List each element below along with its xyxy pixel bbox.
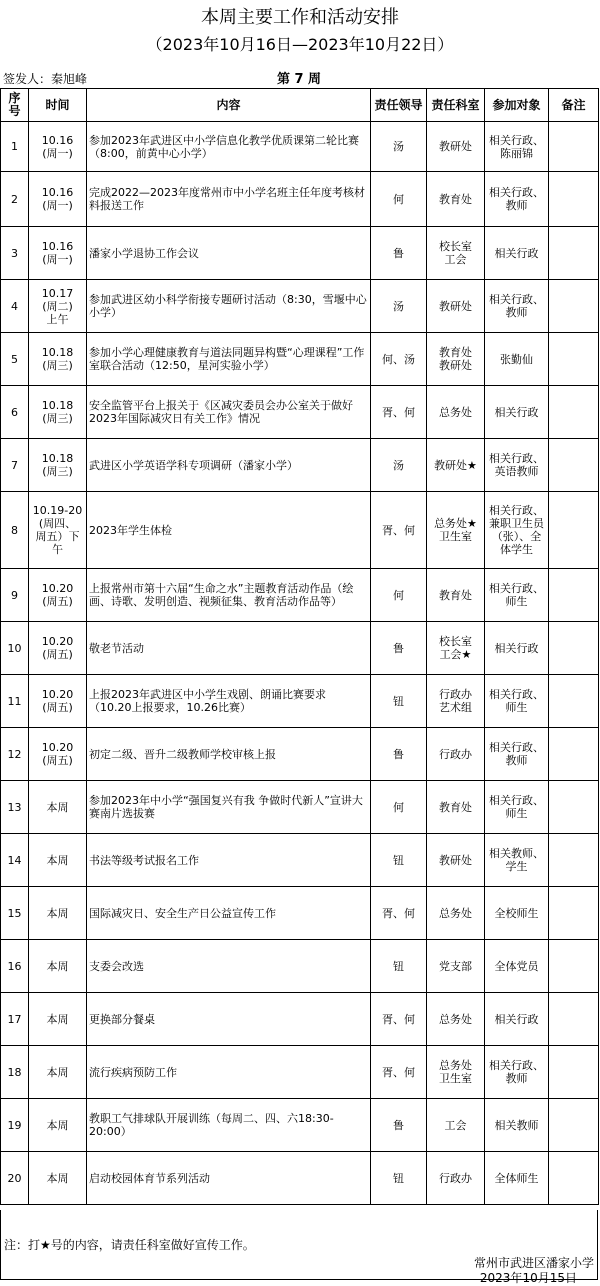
page-title: 本周主要工作和活动安排 xyxy=(201,7,399,28)
row-remark xyxy=(549,386,599,439)
row-time: 本周 xyxy=(29,781,87,834)
row-participants: 相关行政、教师 xyxy=(485,280,549,333)
col-header-remark: 备注 xyxy=(549,89,599,122)
table-row xyxy=(1,728,599,781)
row-leader: 钮 xyxy=(371,940,427,993)
row-dept: 校长室 工会 xyxy=(427,227,485,280)
row-participants: 相关行政、教师 xyxy=(485,172,549,227)
table-row xyxy=(1,781,599,834)
row-dept: 行政办 艺术组 xyxy=(427,675,485,728)
row-leader: 胥、何 xyxy=(371,1046,427,1099)
row-number: 8 xyxy=(1,492,29,569)
row-leader: 胥、何 xyxy=(371,993,427,1046)
row-time: 10.20 (周五) xyxy=(29,728,87,781)
row-participants: 全体师生 xyxy=(485,1152,549,1205)
row-time: 10.16 (周一) xyxy=(29,172,87,227)
row-leader: 汤 xyxy=(371,122,427,172)
row-participants: 相关教师 xyxy=(485,1099,549,1152)
table-row xyxy=(1,439,599,492)
table-row xyxy=(1,622,599,675)
row-leader: 何、汤 xyxy=(371,333,427,386)
table-row xyxy=(1,227,599,280)
row-leader: 鲁 xyxy=(371,622,427,675)
row-time: 10.20 (周五) xyxy=(29,569,87,622)
table-row xyxy=(1,993,599,1046)
row-number: 2 xyxy=(1,172,29,227)
row-time: 10.16 (周一) xyxy=(29,227,87,280)
row-number: 19 xyxy=(1,1099,29,1152)
row-number: 15 xyxy=(1,887,29,940)
table-row xyxy=(1,675,599,728)
row-participants: 相关行政、师生 xyxy=(485,781,549,834)
row-number: 14 xyxy=(1,834,29,887)
row-content: 启动校园体育节系列活动 xyxy=(87,1152,371,1205)
row-participants: 张勤仙 xyxy=(485,333,549,386)
issue-date: 2023年10月15日 xyxy=(479,1271,577,1285)
footer xyxy=(0,1210,598,1285)
row-number: 6 xyxy=(1,386,29,439)
row-number: 18 xyxy=(1,1046,29,1099)
row-remark xyxy=(549,569,599,622)
table-row xyxy=(1,122,599,172)
row-remark xyxy=(549,280,599,333)
row-content: 参加小学心理健康教育与道法同题异构暨“心理课程”工作室联合活动（12:50，星河实验小学） xyxy=(87,333,371,386)
row-participants: 相关行政、英语教师 xyxy=(485,439,549,492)
row-dept: 校长室 工会★ xyxy=(427,622,485,675)
footer-note: 注：打★号的内容，请责任科室做好宣传工作。 xyxy=(4,1238,255,1252)
row-content: 更换部分餐桌 xyxy=(87,993,371,1046)
row-remark xyxy=(549,781,599,834)
row-leader: 钮 xyxy=(371,675,427,728)
row-remark xyxy=(549,439,599,492)
col-header-participants: 参加对象 xyxy=(485,89,549,122)
row-participants: 相关行政 xyxy=(485,993,549,1046)
row-time: 10.19-20 (周四、 周五）下 午 xyxy=(29,492,87,569)
row-time: 本周 xyxy=(29,834,87,887)
row-remark xyxy=(549,622,599,675)
row-time: 10.20 (周五) xyxy=(29,622,87,675)
row-content: 敬老节活动 xyxy=(87,622,371,675)
row-content: 2023年学生体检 xyxy=(87,492,371,569)
row-number: 20 xyxy=(1,1152,29,1205)
week-number: 第 7 周 xyxy=(276,72,322,87)
row-leader: 钮 xyxy=(371,834,427,887)
row-content: 书法等级考试报名工作 xyxy=(87,834,371,887)
row-leader: 汤 xyxy=(371,280,427,333)
row-number: 17 xyxy=(1,993,29,1046)
table-row xyxy=(1,569,599,622)
row-time: 10.18 (周三) xyxy=(29,333,87,386)
row-remark xyxy=(549,887,599,940)
row-content: 参加2023年武进区中小学信息化教学优质课第二轮比赛（8:00，前黄中心小学） xyxy=(87,122,371,172)
row-participants: 相关行政、兼职卫生员（张）、全体学生 xyxy=(485,492,549,569)
table-row xyxy=(1,333,599,386)
row-leader: 鲁 xyxy=(371,728,427,781)
table-row xyxy=(1,1152,599,1205)
table-row xyxy=(1,1046,599,1099)
row-leader: 钮 xyxy=(371,1152,427,1205)
row-participants: 相关行政、教师 xyxy=(485,1046,549,1099)
row-dept: 总务处 卫生室 xyxy=(427,1046,485,1099)
row-remark xyxy=(549,227,599,280)
row-dept: 教研处 xyxy=(427,122,485,172)
col-header-dept: 责任科室 xyxy=(427,89,485,122)
row-dept: 教育处 教研处 xyxy=(427,333,485,386)
col-header-content: 内容 xyxy=(87,89,371,122)
row-time: 10.20 (周五) xyxy=(29,675,87,728)
row-number: 1 xyxy=(1,122,29,172)
row-content: 潘家小学退协工作会议 xyxy=(87,227,371,280)
row-content: 初定二级、晋升二级教师学校审核上报 xyxy=(87,728,371,781)
row-time: 本周 xyxy=(29,1152,87,1205)
row-remark xyxy=(549,122,599,172)
row-content: 参加2023年中小学“强国复兴有我 争做时代新人”宣讲大赛南片选拔赛 xyxy=(87,781,371,834)
row-participants: 相关行政 xyxy=(485,386,549,439)
col-header-no: 序号 xyxy=(1,89,29,122)
table-row xyxy=(1,1099,599,1152)
row-dept: 教研处 xyxy=(427,834,485,887)
row-content: 完成2022—2023年度常州市中小学名班主任年度考核材料报送工作 xyxy=(87,172,371,227)
row-time: 10.18 (周三) xyxy=(29,439,87,492)
row-remark xyxy=(549,1152,599,1205)
row-content: 教职工气排球队开展训练（每周二、四、六18:30-20:00） xyxy=(87,1099,371,1152)
table-row xyxy=(1,280,599,333)
row-dept: 教研处★ xyxy=(427,439,485,492)
row-leader: 鲁 xyxy=(371,1099,427,1152)
row-number: 3 xyxy=(1,227,29,280)
row-content: 上报常州市第十六届“生命之水”主题教育活动作品（绘画、诗歌、发明创造、视频征集、教育活动作品等） xyxy=(87,569,371,622)
row-content: 参加武进区幼小科学衔接专题研讨活动（8:30，雪堰中心小学） xyxy=(87,280,371,333)
row-leader: 胥、何 xyxy=(371,492,427,569)
row-participants: 相关行政、师生 xyxy=(485,675,549,728)
date-range-subtitle: （2023年10月16日—2023年10月22日） xyxy=(146,35,454,54)
row-number: 11 xyxy=(1,675,29,728)
row-remark xyxy=(549,1099,599,1152)
row-content: 支委会改选 xyxy=(87,940,371,993)
row-number: 10 xyxy=(1,622,29,675)
table-row xyxy=(1,887,599,940)
row-dept: 教育处 xyxy=(427,172,485,227)
row-dept: 总务处 xyxy=(427,993,485,1046)
row-dept: 总务处 xyxy=(427,887,485,940)
row-leader: 何 xyxy=(371,569,427,622)
row-time: 10.18 (周三) xyxy=(29,386,87,439)
row-leader: 何 xyxy=(371,781,427,834)
row-dept: 行政办 xyxy=(427,1152,485,1205)
row-remark xyxy=(549,834,599,887)
row-leader: 胥、何 xyxy=(371,887,427,940)
row-remark xyxy=(549,993,599,1046)
row-content: 流行疾病预防工作 xyxy=(87,1046,371,1099)
row-participants: 全体党员 xyxy=(485,940,549,993)
table-header-row xyxy=(1,89,599,122)
row-number: 4 xyxy=(1,280,29,333)
row-number: 9 xyxy=(1,569,29,622)
row-participants: 全校师生 xyxy=(485,887,549,940)
row-participants: 相关教师、学生 xyxy=(485,834,549,887)
row-leader: 胥、何 xyxy=(371,386,427,439)
row-remark xyxy=(549,333,599,386)
row-leader: 汤 xyxy=(371,439,427,492)
row-participants: 相关行政 xyxy=(485,227,549,280)
row-remark xyxy=(549,940,599,993)
row-number: 16 xyxy=(1,940,29,993)
row-remark xyxy=(549,675,599,728)
row-time: 本周 xyxy=(29,887,87,940)
row-time: 本周 xyxy=(29,940,87,993)
row-time: 10.16 (周一) xyxy=(29,122,87,172)
row-number: 12 xyxy=(1,728,29,781)
row-leader: 鲁 xyxy=(371,227,427,280)
row-participants: 相关行政、师生 xyxy=(485,569,549,622)
row-content: 武进区小学英语学科专项调研（潘家小学） xyxy=(87,439,371,492)
row-leader: 何 xyxy=(371,172,427,227)
row-time: 本周 xyxy=(29,993,87,1046)
meta-row xyxy=(0,66,598,88)
col-header-leader: 责任领导 xyxy=(371,89,427,122)
row-remark xyxy=(549,1046,599,1099)
row-dept: 行政办 xyxy=(427,728,485,781)
col-header-time: 时间 xyxy=(29,89,87,122)
row-dept: 教研处 xyxy=(427,280,485,333)
row-dept: 教育处 xyxy=(427,781,485,834)
school-name: 常州市武进区潘家小学 xyxy=(473,1256,594,1270)
row-content: 安全监管平台上报关于《区减灾委员会办公室关于做好2023年国际减灾日有关工作》情况 xyxy=(87,386,371,439)
row-participants: 相关行政、教师 xyxy=(485,728,549,781)
row-time: 本周 xyxy=(29,1046,87,1099)
table-row xyxy=(1,386,599,439)
table-row xyxy=(1,940,599,993)
row-dept: 工会 xyxy=(427,1099,485,1152)
row-dept: 党支部 xyxy=(427,940,485,993)
table-row xyxy=(1,492,599,569)
table-row xyxy=(1,172,599,227)
row-dept: 教育处 xyxy=(427,569,485,622)
row-participants: 相关行政、陈丽锦 xyxy=(485,122,549,172)
row-remark xyxy=(549,172,599,227)
schedule-table xyxy=(0,88,599,1205)
row-remark xyxy=(549,728,599,781)
row-number: 13 xyxy=(1,781,29,834)
row-content: 国际减灾日、安全生产日公益宣传工作 xyxy=(87,887,371,940)
row-dept: 总务处★ 卫生室 xyxy=(427,492,485,569)
row-content: 上报2023年武进区中小学生戏剧、朗诵比赛要求（10.20上报要求，10.26比赛） xyxy=(87,675,371,728)
row-time: 本周 xyxy=(29,1099,87,1152)
row-remark xyxy=(549,492,599,569)
table-row xyxy=(1,834,599,887)
row-participants: 相关行政 xyxy=(485,622,549,675)
row-dept: 总务处 xyxy=(427,386,485,439)
row-time: 10.17 (周二) 上午 xyxy=(29,280,87,333)
row-number: 7 xyxy=(1,439,29,492)
signer-label: 签发人：秦旭峰 xyxy=(3,72,88,86)
row-number: 5 xyxy=(1,333,29,386)
